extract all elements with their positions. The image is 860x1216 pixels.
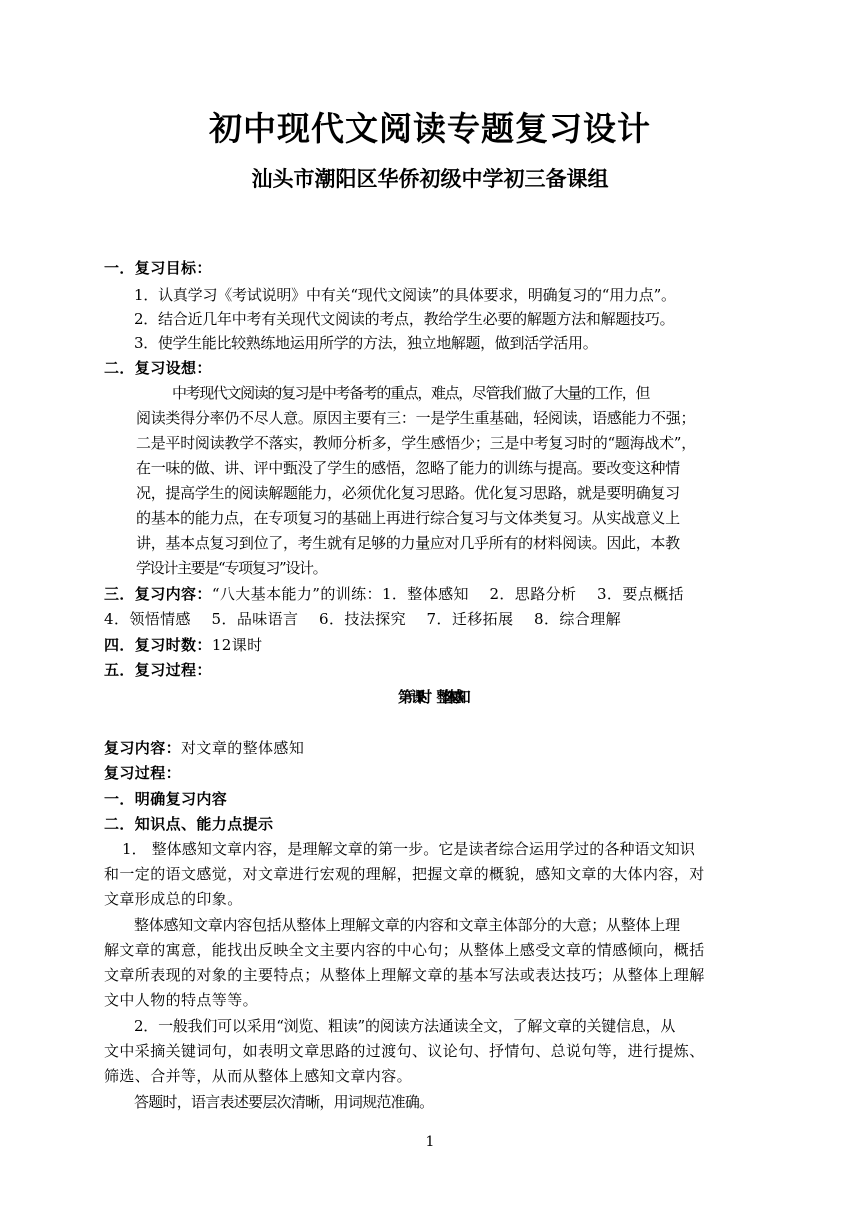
lesson-content-value: 对文章的整体感知: [181, 739, 305, 757]
review-hours-line: [104, 633, 764, 657]
page-number: 1: [425, 1134, 435, 1150]
paragraph-line: 学设计主要是“专项复习”设计。: [136, 559, 327, 577]
paragraph-line: 答题时，语言表述要层次清晰，用词规范准确。: [134, 1093, 434, 1111]
paragraph-line: 和一定的语文感觉，对文章进行宏观的理解，把握文章的概貌，感知文章的大体内容，对: [104, 865, 705, 883]
section-heading-plan: 二．复习设想：: [104, 359, 212, 377]
paragraph-line: 中考现代文阅读的复习是中考备考的重点，难点，尽管我们做了大量的工作，但: [172, 384, 650, 402]
document-subtitle: 汕头市潮阳区华侨初级中学初三备课组: [251, 166, 609, 191]
goal-item: 3．使学生能比较熟练地运用所学的方法，独立地解题，做到活学活用。: [134, 334, 598, 352]
review-content-line: [104, 582, 764, 606]
review-content-continued: 4．领悟情感 5．品味语言 6．技法探究 7．迁移拓展 8．综合理解: [104, 610, 621, 628]
paragraph-line: 况，提高学生的阅读解题能力，必须优化复习思路。优化复习思路，就是要明确复习: [136, 484, 680, 502]
paragraph-line: 讲，基本点复习到位了，考生就有足够的力量应对几乎所有的材料阅读。因此，本教: [136, 534, 680, 552]
lesson-content-label: 复习内容：: [104, 739, 182, 757]
lesson-title: 第一课时 整体感知: [397, 688, 462, 706]
lesson-step-1: 一．明确复习内容: [104, 790, 228, 808]
paragraph-line: 在一味的做、讲、评中甄没了学生的感悟，忽略了能力的训练与提高。要改变这种情: [136, 459, 680, 477]
review-hours-value: 12课时: [211, 636, 263, 654]
paragraph-line: 文中采摘关键词句，如表明文章思路的过渡句、议论句、抒情句、总说句等，进行提炼、: [104, 1042, 705, 1060]
paragraph-line: 文中人物的特点等等。: [104, 991, 259, 1009]
paragraph-line: 二是平时阅读教学不落实，教师分析多，学生感悟少；三是中考复习时的“题海战术”，: [136, 434, 696, 452]
paragraph-line: 的基本的能力点，在专项复习的基础上再进行综合复习与文体类复习。从实战意义上: [136, 509, 680, 527]
section-heading-content: 三．复习内容：: [104, 585, 212, 603]
lesson-process-label: 复习过程：: [104, 764, 182, 782]
section-heading-process: 五．复习过程：: [104, 661, 212, 679]
paragraph-line: 整体感知文章内容包括从整体上理解文章的内容和文章主体部分的大意；从整体上理: [134, 916, 680, 934]
paragraph-line: 文章形成总的印象。: [104, 890, 243, 908]
review-content-text: “八大基本能力”的训练：1．整体感知 2．思路分析 3．要点概括: [211, 585, 684, 603]
document-title: 初中现代文阅读专题复习设计: [209, 109, 651, 148]
paragraph-line: 阅读类得分率仍不尽人意。原因主要有三：一是学生重基础，轻阅读，语感能力不强；: [136, 409, 696, 427]
paragraph-line: 解文章的寓意，能找出反映全文主要内容的中心句；从整体上感受文章的情感倾向，概括: [104, 941, 705, 959]
goal-item: 2．结合近几年中考有关现代文阅读的考点，教给学生必要的解题方法和解题技巧。: [134, 310, 675, 328]
paragraph-line: 2．一般我们可以采用“浏览、粗读”的阅读方法通读全文，了解文章的关键信息，从: [134, 1017, 676, 1035]
paragraph-line: 筛选、合并等，从而从整体上感知文章内容。: [104, 1067, 413, 1085]
paragraph-line: 文章所表现的对象的主要特点；从整体上理解文章的基本写法或表达技巧；从整体上理解: [104, 966, 705, 984]
lesson-step-2: 二．知识点、能力点提示: [104, 815, 274, 833]
goal-item: 1．认真学习《考试说明》中有关“现代文阅读”的具体要求，明确复习的“用力点”。: [134, 286, 676, 304]
paragraph-line: 1． 整体感知文章内容，是理解文章的第一步。它是读者综合运用学过的各种语文知识: [122, 840, 695, 858]
section-heading-hours: 四．复习时数：: [104, 636, 212, 654]
section-heading-goals: 一．复习目标：: [104, 259, 212, 277]
lesson-content-line: [104, 736, 764, 760]
